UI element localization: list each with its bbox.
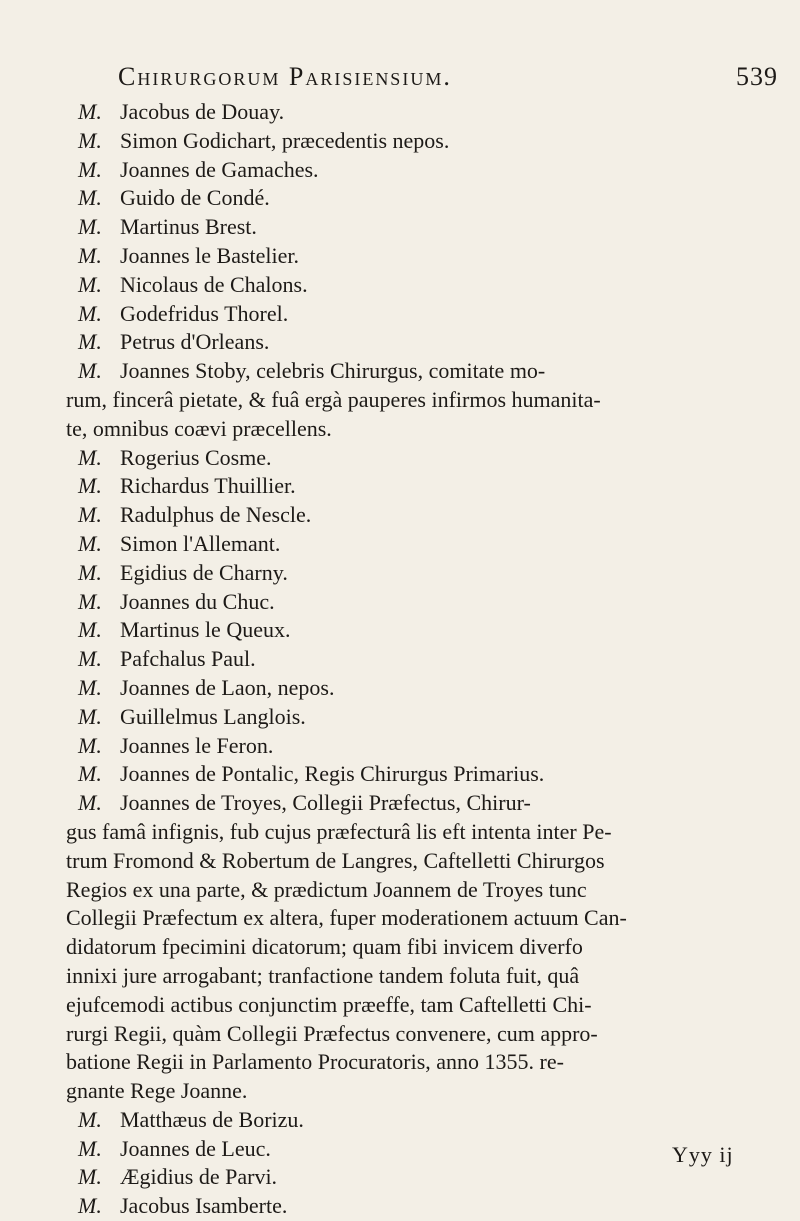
entry-text: Jacobus de Douay. (120, 99, 285, 124)
text-line: gnante Rege Joanne. (66, 1078, 248, 1104)
signature-mark: Yyy ij (672, 1142, 734, 1167)
magister-abbrev: M. (78, 156, 102, 182)
text-line (66, 789, 766, 818)
entry-text: Simon l'Allemant. (120, 530, 281, 556)
magister-abbrev: M. (78, 530, 102, 556)
magister-abbrev: M. (78, 617, 102, 643)
entry-text: Joannes le Bastelier. (120, 242, 300, 268)
text-line (66, 732, 766, 761)
magister-abbrev: M. (78, 214, 102, 240)
magister-abbrev: M. (78, 1135, 102, 1161)
entry-text: Richardus Thuillier. (120, 473, 296, 499)
magister-abbrev: M. (78, 646, 102, 672)
text-line (66, 472, 766, 501)
entry-text: Joannes de Pontalic, Regis Chirurgus Primarius. (120, 761, 545, 787)
magister-abbrev: M. (78, 1164, 102, 1190)
text-line: rum, fincerâ pietate, & fuâ ergà pauperes infirmos humanita- (66, 386, 601, 412)
magister-abbrev: M. (78, 703, 102, 729)
text-line (66, 588, 766, 617)
text-line (66, 328, 766, 357)
text-line (66, 645, 766, 674)
entry-text: Joannes Stoby, celebris Chirurgus, comitate mo- (120, 358, 546, 384)
magister-abbrev: M. (78, 127, 102, 153)
magister-abbrev: M. (78, 761, 102, 787)
text-line: Regios ex una parte, & prædictum Joannem de Troyes tunc (66, 876, 587, 902)
text-line (66, 559, 766, 588)
magister-abbrev: M. (78, 559, 102, 585)
text-line (66, 1135, 766, 1164)
magister-abbrev: M. (78, 185, 102, 211)
magister-abbrev: M. (78, 329, 102, 355)
entry-text: Joannes de Gamaches. (120, 156, 319, 182)
entry-text: Nicolaus de Chalons. (120, 271, 308, 297)
entry-text: Joannes de Laon, nepos. (120, 674, 335, 700)
entry-text: Joannes de Leuc. (120, 1135, 271, 1161)
text-line (66, 703, 766, 732)
running-header (118, 62, 778, 92)
text-line (66, 1106, 766, 1135)
magister-abbrev: M. (78, 473, 102, 499)
magister-abbrev: M. (78, 502, 102, 528)
text-line: te, omnibus coævi præcellens. (66, 415, 332, 441)
text-line: innixi jure arrogabant; tranfactione tandem foluta fuit, quâ (66, 962, 580, 988)
text-line (66, 674, 766, 703)
text-line (66, 98, 766, 127)
text-line: Collegii Præfectum ex altera, fuper moderationem actuum Can- (66, 905, 627, 931)
text-line: didatorum fpecimini dicatorum; quam fibi invicem diverfo (66, 934, 583, 960)
entry-text: Godefridus Thorel. (120, 300, 289, 326)
magister-abbrev: M. (78, 271, 102, 297)
text-line (66, 501, 766, 530)
entry-text: Martinus Brest. (120, 214, 257, 240)
entry-text: Joannes le Feron. (120, 732, 274, 758)
entry-text: Ægidius de Parvi. (120, 1164, 278, 1190)
text-line (66, 156, 766, 185)
text-line (66, 616, 766, 645)
text-line (66, 760, 766, 789)
text-line: gus famâ infignis, fub cujus præfecturâ lis eft intenta inter Pe- (66, 818, 612, 844)
magister-abbrev: M. (78, 732, 102, 758)
text-line (66, 1192, 766, 1221)
magister-abbrev: M. (78, 1193, 102, 1219)
entry-text: Guillelmus Langlois. (120, 703, 306, 729)
entry-text: Joannes du Chuc. (120, 588, 275, 614)
magister-abbrev: M. (78, 1106, 102, 1132)
text-line (66, 184, 766, 213)
magister-abbrev: M. (78, 242, 102, 268)
text-line: ejufcemodi actibus conjunctim præeffe, tam Caftelletti Chi- (66, 991, 592, 1017)
entry-text: Radulphus de Nescle. (120, 502, 312, 528)
text-line (66, 1163, 766, 1192)
magister-abbrev: M. (78, 790, 102, 816)
entry-text: Matthæus de Borizu. (120, 1106, 304, 1132)
entry-text: Simon Godichart, præcedentis nepos. (120, 127, 450, 153)
entry-text: Rogerius Cosme. (120, 444, 272, 470)
entry-text: Egidius de Charny. (120, 559, 288, 585)
magister-abbrev: M. (78, 300, 102, 326)
entry-text: Guido de Condé. (120, 185, 270, 211)
header-title: Chirurgorum Parisiensium. (118, 62, 452, 91)
text-line (66, 242, 766, 271)
text-line (66, 357, 766, 386)
entry-text: Joannes de Troyes, Collegii Præfectus, Chirur- (120, 790, 531, 816)
text-line (66, 213, 766, 242)
entry-text: Pafchalus Paul. (120, 646, 256, 672)
text-line (66, 300, 766, 329)
entry-text: Petrus d'Orleans. (120, 329, 270, 355)
text-line: batione Regii in Parlamento Procuratoris, anno 1355. re- (66, 1049, 564, 1075)
surgeon-list (66, 98, 766, 1221)
text-line (66, 271, 766, 300)
magister-abbrev: M. (78, 444, 102, 470)
magister-abbrev: M. (78, 674, 102, 700)
text-line (66, 127, 766, 156)
text-line (66, 444, 766, 473)
magister-abbrev: M. (78, 588, 102, 614)
magister-abbrev: M. (78, 358, 102, 384)
text-line (66, 530, 766, 559)
text-line: trum Fromond & Robertum de Langres, Caftelletti Chirurgos (66, 847, 605, 873)
entry-text: Jacobus Isamberte. (120, 1193, 288, 1219)
page-number: 539 (736, 62, 778, 91)
magister-abbrev: M. (78, 99, 102, 124)
text-line: rurgi Regii, quàm Collegii Præfectus convenere, cum appro- (66, 1020, 598, 1046)
entry-text: Martinus le Queux. (120, 617, 291, 643)
